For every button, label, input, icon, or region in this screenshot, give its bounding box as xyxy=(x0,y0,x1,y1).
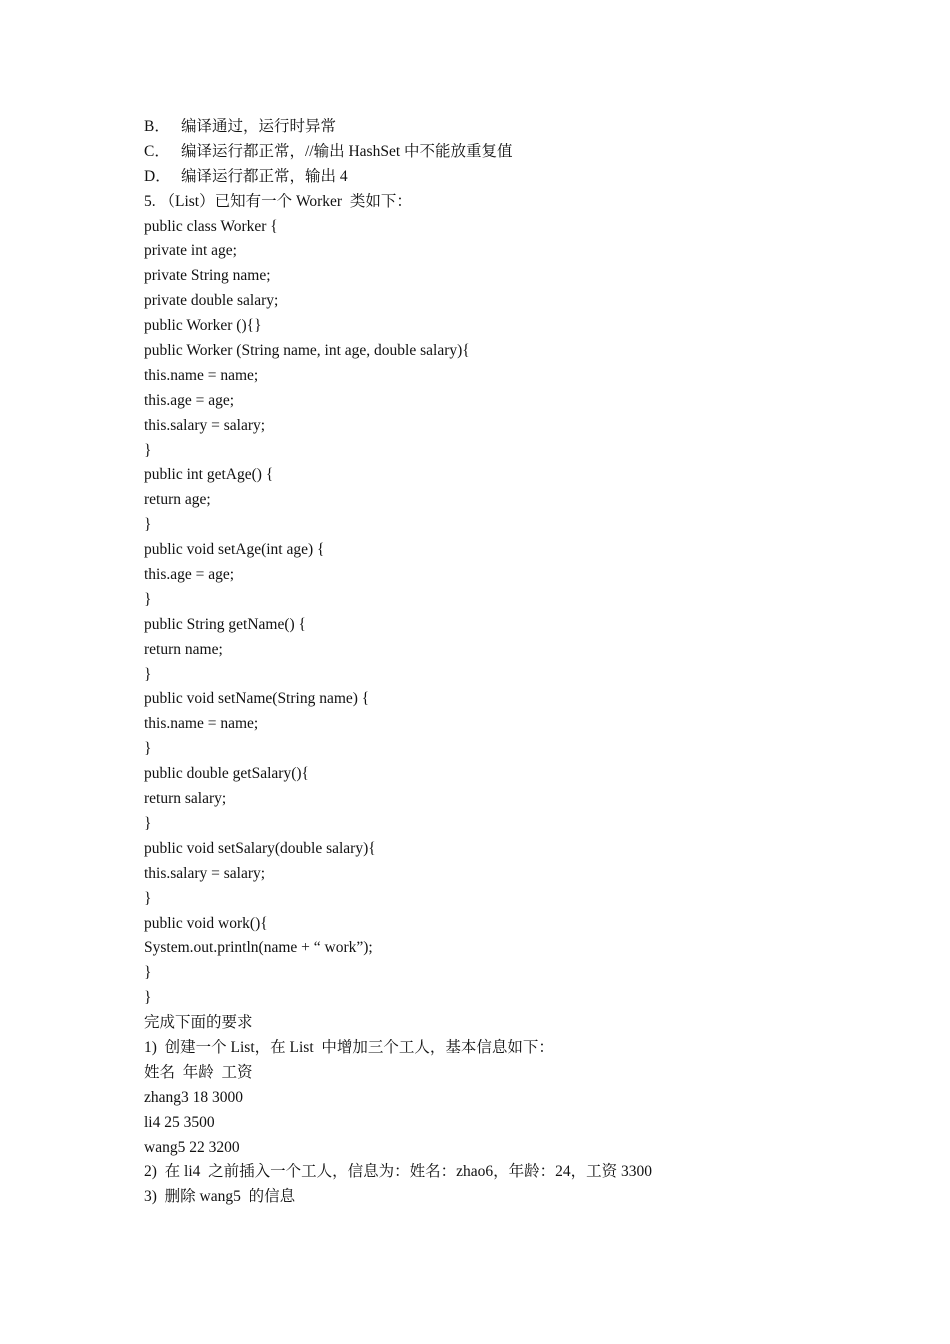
option-letter: C． xyxy=(144,142,170,160)
table-row: wang5 22 3200 xyxy=(144,1138,240,1156)
code-line: public void setName(String name) { xyxy=(144,690,370,708)
table-header-row: 姓名 年龄 工资 xyxy=(144,1063,253,1081)
code-line: public String getName() { xyxy=(144,615,306,633)
code-line: public double getSalary(){ xyxy=(144,765,309,783)
code-line: public Worker (String name, int age, double salary){ xyxy=(144,342,470,360)
code-line: System.out.println(name + “ work”); xyxy=(144,939,373,957)
code-line: public void setSalary(double salary){ xyxy=(144,839,376,857)
option-letter: D． xyxy=(144,167,171,185)
table-row: li4 25 3500 xyxy=(144,1113,215,1131)
code-line: this.salary = salary; xyxy=(144,864,266,882)
table-row: zhang3 18 3000 xyxy=(144,1088,244,1106)
option-letter: B． xyxy=(144,118,170,135)
code-line: } xyxy=(144,665,152,683)
code-line: } xyxy=(144,989,152,1007)
code-line: public Worker (){} xyxy=(144,317,262,335)
code-line: return name; xyxy=(144,640,223,658)
requirement-line: 1) 创建一个 List，在 List 中增加三个工人，基本信息如下： xyxy=(144,1038,554,1056)
code-line: private String name; xyxy=(144,267,271,285)
code-line: return age; xyxy=(144,491,211,509)
requirements-list xyxy=(144,1036,904,1210)
requirement-line: 3) 删除 wang5 的信息 xyxy=(144,1188,296,1206)
code-line: this.age = age; xyxy=(144,566,235,584)
code-line: this.name = name; xyxy=(144,366,259,384)
option-b xyxy=(144,115,904,140)
code-line: } xyxy=(144,964,152,982)
code-line: this.salary = salary; xyxy=(144,416,266,434)
code-line: this.name = name; xyxy=(144,715,259,733)
code-line: public int getAge() { xyxy=(144,466,274,484)
code-line: this.age = age; xyxy=(144,391,235,409)
option-text: 编译通过，运行时异常 xyxy=(181,118,337,135)
code-line: public void work(){ xyxy=(144,914,268,932)
code-line: } xyxy=(144,889,152,907)
document-page xyxy=(144,115,904,1210)
option-text: 编译运行都正常，//输出 HashSet 中不能放重复值 xyxy=(181,142,513,160)
question-heading: 5. （List）已知有一个 Worker 类如下： xyxy=(144,192,412,210)
option-d xyxy=(144,165,904,190)
option-c xyxy=(144,140,904,165)
requirement-line: 2) 在 li4 之前插入一个工人，信息为：姓名：zhao6，年龄：24，工资 3300 xyxy=(144,1163,653,1181)
requirements-heading: 完成下面的要求 xyxy=(144,1014,253,1032)
code-line: private double salary; xyxy=(144,292,279,310)
code-line: } xyxy=(144,441,152,459)
code-line: } xyxy=(144,814,152,832)
code-block xyxy=(144,215,904,1012)
code-line: public class Worker { xyxy=(144,217,278,235)
code-line: public void setAge(int age) { xyxy=(144,541,325,559)
code-line: return salary; xyxy=(144,790,227,808)
code-line: } xyxy=(144,516,152,534)
code-line: private int age; xyxy=(144,242,237,260)
code-line: } xyxy=(144,590,152,608)
code-line: } xyxy=(144,740,152,758)
option-text: 编译运行都正常，输出 4 xyxy=(181,167,348,185)
